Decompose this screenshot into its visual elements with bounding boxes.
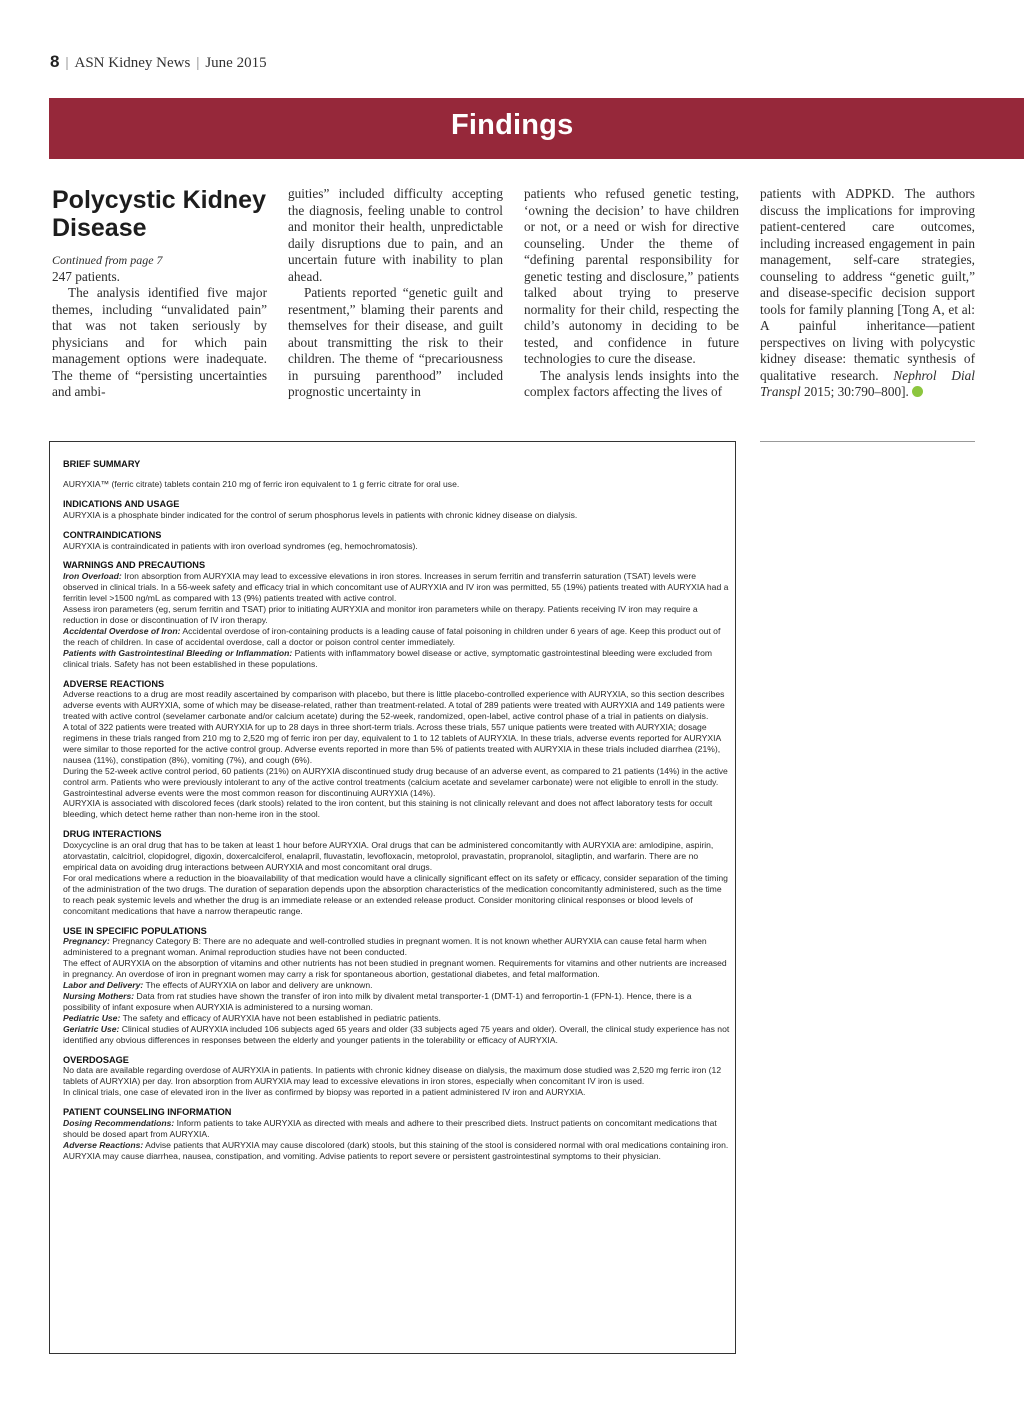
summary-text: Adverse reactions to a drug are most readily ascertained by comparison with placebo, but there is little placebo-controlled experience with AURYXIA, so this section describes adverse events with AURYXIA, some of which may be disease-related, rather than treatment-related. A total of 289 patients were treated with AURYXIA and 149 patients were treated with active control (sevelamer carbonate and/or calcium acetate) during the 52-week, randomized, open-label, active control phase of a trial in patients on dialysis. <box>63 689 725 722</box>
summary-heading: DRUG INTERACTIONS <box>63 829 162 840</box>
summary-label: Nursing Mothers: <box>63 990 135 1001</box>
summary-text: For oral medications where a reduction in the bioavailability of that medication would have a clinically significant effect on its safety or efficacy, consider separation of the timing of the administration of the two drugs. The duration of separation depends upon the absorption characteristics of the medication concomitantly administered, such as the time to reach peak systemic levels and whether the drug is an immediate release or an extended release product. Consider monitoring clinical responses or blood levels of concomitant medications that have a narrow therapeutic range. <box>63 872 728 916</box>
article-column-3 <box>524 186 739 401</box>
summary-text <box>63 991 731 1013</box>
article-paragraph: Patients reported “genetic guilt and resentment,” blaming their parents and themselves for their disease, and guilt about transmitting the risk to their children. The theme of “precariousness in pursuing parenthood” included prognostic uncertainty in <box>288 285 503 399</box>
section-title: Findings <box>451 109 574 141</box>
summary-body: The effects of AURYXIA on labor and delivery are unknown. <box>145 980 373 991</box>
summary-body: Iron absorption from AURYXIA may lead to excessive elevations in iron stores. Increases in serum ferritin and transferrin saturation (TSAT) levels were observed in clinical trials. In a 56-week safety and efficacy trial in which concomitant use of AURYXIA and IV iron was permitted, 55 (19%) patients treated with AURYXIA had a ferritin level >1500 ng/mL as compared with 13 (9%) patients treated with active control. <box>63 571 729 604</box>
summary-text <box>63 626 731 648</box>
summary-label: Adverse Reactions: <box>63 1139 144 1150</box>
summary-body: Inform patients to take AURYXIA as directed with meals and adhere to their prescribed diets. Instruct patients on concomitant medications that should be dosed apart from AURYXIA. <box>63 1118 717 1139</box>
summary-heading: ADVERSE REACTIONS <box>63 678 165 689</box>
end-mark-icon <box>912 386 923 397</box>
header-separator: | <box>65 55 69 71</box>
publication-name: ASN Kidney News <box>74 55 191 71</box>
summary-text: Doxycycline is an oral drug that has to be taken at least 1 hour before AURYXIA. Oral drugs that can be administered concomitantly with AURYXIA are: amlodipine, aspirin, atorvastatin, calcitriol, clopidogrel, digoxin, doxercalciferol, enalapril, fluvastatin, levofloxacin, metoprolol, pravastatin, propranolol, sitagliptin, and warfarin. There are no empirical data on avoiding drug interactions between AURYXIA and most concomitant oral drugs. <box>63 840 714 872</box>
summary-label: Labor and Delivery: <box>63 980 144 991</box>
brief-summary <box>63 459 731 1162</box>
citation-end: 2015; 30:790–800]. <box>803 384 909 399</box>
summary-text <box>63 1118 731 1140</box>
summary-body: The safety and efficacy of AURYXIA have not been established in pediatric patients. <box>122 1012 441 1023</box>
summary-text <box>63 1140 731 1151</box>
summary-body: Accidental overdose of iron-containing products is a leading cause of fatal poisoning in children under 6 years of age. Keep this product out of the reach of children. In case of accidental overdose, call a doctor or poison control center immediately. <box>63 625 721 647</box>
summary-text: AURYXIA is associated with discolored feces (dark stools) related to the iron content, but this staining is not clinically relevant and does not affect laboratory tests for occult bleeding, which detect heme rather than non-heme iron in the stool. <box>63 798 713 820</box>
summary-text: AURYXIA is a phosphate binder indicated for the control of serum phosphorus levels in patients with chronic kidney disease on dialysis. <box>63 509 578 520</box>
page-header <box>50 52 267 72</box>
summary-body: Advise patients that AURYXIA may cause discolored (dark) stools, but this staining of the stool is considered normal with oral medications containing iron. <box>145 1139 729 1150</box>
summary-text <box>63 648 731 670</box>
citation-journal: Nephrol Dial Transpl <box>760 367 975 399</box>
summary-heading: WARNINGS AND PRECAUTIONS <box>63 560 206 571</box>
article-column-2 <box>288 186 503 401</box>
article-paragraph: guities” included difficulty accepting the diagnosis, feeling unable to control and monitor their health, unpredictable daily disruptions due to pain, and an uncertain future with inability to plan ahead. <box>288 186 503 284</box>
article-column-1 <box>52 186 267 401</box>
continued-note: Continued from page 7 <box>52 253 163 267</box>
summary-text <box>63 1024 731 1046</box>
summary-label: Accidental Overdose of Iron: <box>63 625 181 636</box>
summary-body: Data from rat studies have shown the transfer of iron into milk by divalent metal transporter-1 (DMT-1) and ferroportin-1 (FPN-1). Hence, there is a possibility of infant exposure when AURYXIA is administered to a nursing woman. <box>63 990 692 1012</box>
article-paragraph: The analysis lends insights into the complex factors affecting the lives of <box>524 367 739 399</box>
summary-heading: INDICATIONS AND USAGE <box>63 498 180 509</box>
header-separator: | <box>196 55 200 71</box>
summary-text <box>63 980 731 991</box>
article-title: Polycystic Kidney Disease <box>52 186 266 242</box>
summary-body: Patients with inflammatory bowel disease or active, symptomatic gastrointestinal bleeding were excluded from clinical trials. Safety has not been established in these populations. <box>63 647 713 669</box>
article-text: patients with ADPKD. The authors discuss the implications for improving patient-centered care outcomes, including increased engagement in pain management, self-care strategies, counseling to address “genetic guilt,” and disease-specific decision support tools for family planning [Tong A, et al: A painful inheritance—patient perspectives on living with polycystic kidney disease: thematic synthesis of qualitative research. <box>760 186 975 383</box>
summary-text: No data are available regarding overdose of AURYXIA in patients. In patients with chronic kidney disease on dialysis, the maximum dose studied was 2,520 mg ferric iron (12 tablets of AURYXIA) per day. Iron absorption from AURYXIA may lead to excessive elevations in iron stores, especially when concomitant IV iron is used. <box>63 1065 722 1087</box>
summary-text: In clinical trials, one case of elevated iron in the liver as confirmed by biopsy was reported in a patient administered IV iron and AURYXIA. <box>63 1087 586 1098</box>
summary-text: The effect of AURYXIA on the absorption of vitamins and other nutrients has not been studied in pregnant women. Requirements for vitamins and other nutrients are increased in pregnancy. An overdose of iron in pregnant women may carry a risk for spontaneous abortion, gestational diabetes, and fetal malformation. <box>63 958 727 980</box>
summary-text <box>63 936 731 958</box>
summary-label: Pregnancy: <box>63 936 110 947</box>
summary-label: Iron Overload: <box>63 571 122 582</box>
summary-label: Geriatric Use: <box>63 1023 120 1034</box>
summary-text: During the 52-week active control period, 60 patients (21%) on AURYXIA discontinued study drug because of an adverse event, as compared to 21 patients (14%) in the active control arm. Patients who were previously intolerant to any of the active control treatments (calcium acetate and sevelamer carbonate) were not eligible to enroll in the study. Gastrointestinal adverse events were the most common reason for discontinuing AURYXIA (14%). <box>63 765 728 798</box>
issue-date: June 2015 <box>205 55 267 71</box>
article-paragraph <box>760 186 975 401</box>
article-paragraph: The analysis identified five major themes, including “unvalidated pain” that was not taken seriously by physicians and for which pain management options were inadequate. The theme of “persisting uncertainties and ambi- <box>52 285 267 399</box>
article-paragraph: patients who refused genetic testing, ‘owning the decision’ to have children or not, or a need or wish for directive counseling. Under the theme of “defining parental responsibility for genetic testing and disclosure,” patients talked about trying to preserve normality for their child, respecting the child’s autonomy in deciding to be tested, and confidence in future technologies to cure the disease. <box>524 186 739 366</box>
summary-text: AURYXIA is contraindicated in patients with iron overload syndromes (eg, hemochromatosis). <box>63 540 418 551</box>
summary-label: Patients with Gastrointestinal Bleeding or Inflammation: <box>63 647 293 658</box>
summary-heading: PATIENT COUNSELING INFORMATION <box>63 1107 232 1118</box>
section-banner <box>49 98 1024 159</box>
summary-heading: BRIEF SUMMARY <box>63 459 141 469</box>
summary-text: AURYXIA™ (ferric citrate) tablets contain 210 mg of ferric iron equivalent to 1 g ferric citrate for oral use. <box>63 478 460 489</box>
summary-text <box>63 571 731 604</box>
summary-text: A total of 322 patients were treated with AURYXIA for up to 28 days in three short-term trials. Across these trials, 557 unique patients were treated with AURYXIA; dosage regimens in these trials ranged from 210 mg to 2,520 mg of ferric iron per day, equivalent to 1 to 12 tablets of AURYXIA. In these trials, adverse events reported for AURYXIA were similar to those reported for the active control group. Adverse events reported in more than 5% of patients treated with AURYXIA in these trials included diarrhea (21%), nausea (11%), constipation (8%), vomiting (7%), and cough (6%). <box>63 722 721 765</box>
summary-text: Assess iron parameters (eg, serum ferritin and TSAT) prior to initiating AURYXIA and monitor iron parameters while on therapy. Patients receiving IV iron may require a reduction in dose or discontinuation of IV iron therapy. <box>63 604 698 625</box>
summary-heading: USE IN SPECIFIC POPULATIONS <box>63 925 207 936</box>
summary-label: Dosing Recommendations: <box>63 1118 175 1129</box>
summary-label: Pediatric Use: <box>63 1012 121 1023</box>
summary-text <box>63 1013 731 1024</box>
summary-body: Pregnancy Category B: There are no adequate and well-controlled studies in pregnant women. It is not known whether AURYXIA can cause fetal harm when administered to a pregnant woman. Animal reproduction studies have not been conducted. <box>63 936 707 958</box>
page-number: 8 <box>50 52 60 71</box>
summary-text: AURYXIA may cause diarrhea, nausea, constipation, and vomiting. Advise patients to report severe or persistent gastrointestinal symptoms to their physician. <box>63 1150 661 1161</box>
article-column-4 <box>760 186 975 401</box>
article-paragraph: 247 patients. <box>52 268 120 284</box>
summary-heading: CONTRAINDICATIONS <box>63 529 162 540</box>
summary-heading: OVERDOSAGE <box>63 1054 129 1065</box>
column-divider-rule <box>760 441 975 442</box>
summary-body: Clinical studies of AURYXIA included 106 subjects aged 65 years and older (33 subjects aged 75 years and older). Overall, the clinical study experience has not identified any obvious differences in responses between the elderly and younger patients in the tolerability or efficacy of AURYXIA. <box>63 1023 730 1045</box>
